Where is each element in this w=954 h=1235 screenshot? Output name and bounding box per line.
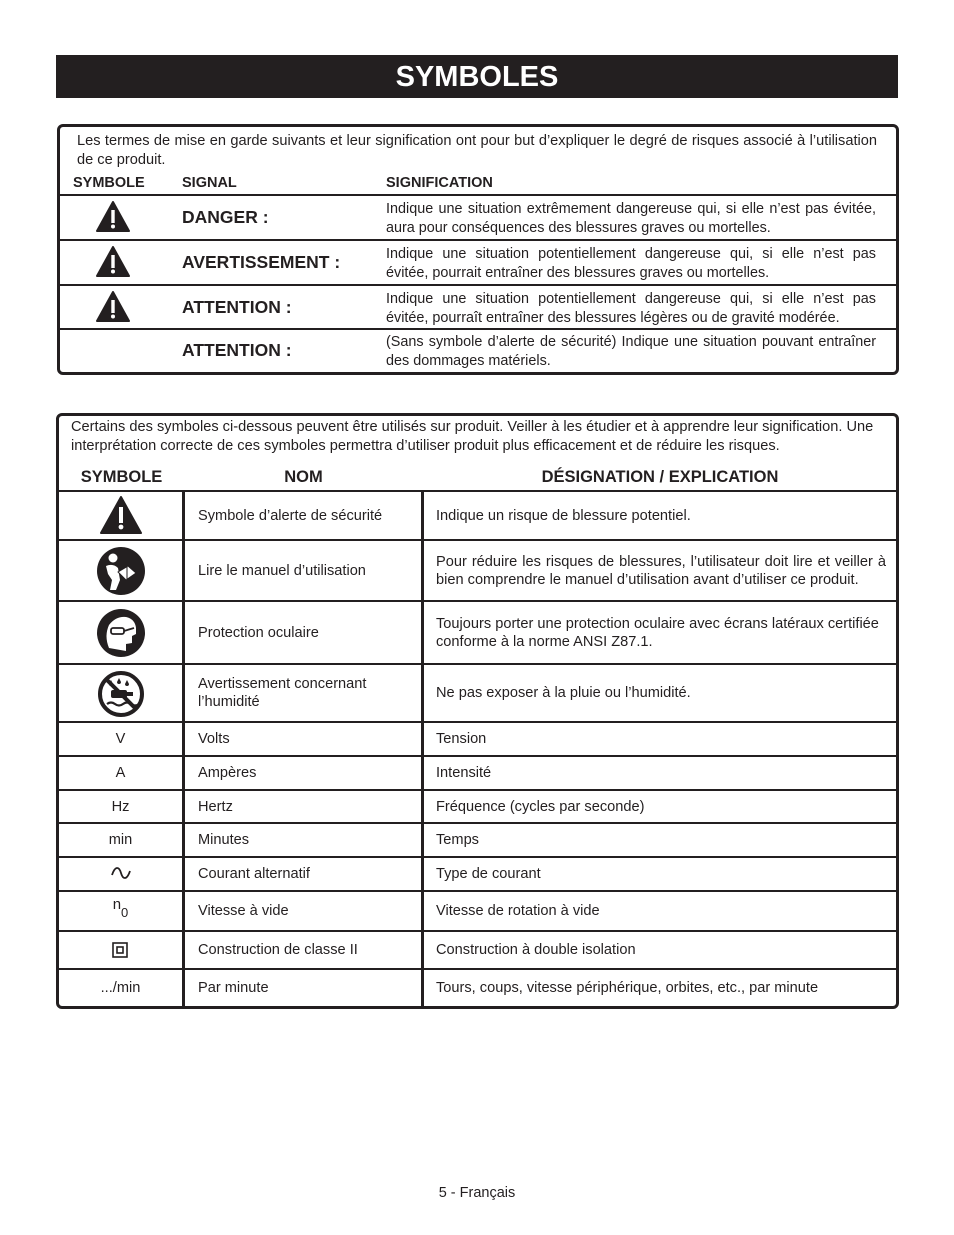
symbol-name: Courant alternatif	[198, 866, 310, 882]
alternating-current-icon	[110, 866, 132, 880]
signal-caution: ATTENTION :	[182, 297, 292, 317]
symbol-explanation: Temps	[436, 832, 479, 848]
divider	[60, 194, 896, 196]
symbol-explanation: Construction à double isolation	[436, 942, 636, 958]
symbol-explanation: Tension	[436, 731, 487, 747]
signal-header-signal: SIGNAL	[182, 175, 237, 191]
symbol-explanation: Pour réduire les risques de blessures, l’utilisateur doit lire et veiller à bien comprendre le manuel d’utilisation avant d’utiliser ce produit.	[436, 553, 886, 588]
symbol-name: Minutes	[198, 832, 250, 848]
symbol-explanation: Intensité	[436, 765, 492, 781]
divider	[60, 239, 896, 241]
signal-header-symbol: SYMBOLE	[73, 175, 145, 191]
symbol-name: Hertz	[198, 798, 233, 815]
signal-notice: ATTENTION :	[182, 340, 292, 360]
symbols-header-name: NOM	[284, 468, 323, 486]
divider	[421, 490, 424, 1006]
divider	[182, 490, 185, 1006]
signal-warning: AVERTISSEMENT :	[182, 252, 341, 272]
eye-protection-icon	[96, 608, 146, 658]
symbol-name: Par minute	[198, 980, 269, 996]
symbol-name: Symbole d’alerte de sécurité	[198, 507, 383, 524]
signal-meaning: Indique une situation potentiellement dangereuse qui, si elle n’est pas évitée, pourraît entraîner des blessures légères ou de gravité modérée.	[386, 291, 876, 326]
symbol-explanation: Indique un risque de blessure potentiel.	[436, 507, 691, 524]
page-footer: 5 - Français	[438, 1185, 516, 1201]
no-load-speed-symbol	[59, 892, 182, 922]
symbol-explanation: Toujours porter une protection oculaire avec écrans latéraux certifiée conforme à la norme ANSI Z87.1.	[436, 615, 879, 650]
warning-triangle-icon	[95, 245, 131, 278]
symbol-name: Protection oculaire	[198, 624, 319, 641]
symbol-subscript: 0	[121, 905, 129, 920]
signal-meaning: (Sans symbole d’alerte de sécurité) Indique une situation pouvant entraîner des dommages matériels.	[386, 334, 876, 369]
warning-triangle-icon	[95, 200, 131, 233]
signal-meaning: Indique une situation potentiellement dangereuse qui, si elle n’est pas évitée, pourrait entraîner des blessures graves ou mortelles.	[386, 246, 876, 281]
warning-triangle-icon	[95, 290, 131, 323]
symbol-explanation: Ne pas exposer à la pluie ou l’humidité.	[436, 685, 691, 701]
divider	[60, 328, 896, 330]
symbol-explanation: Vitesse de rotation à vide	[436, 903, 600, 919]
safety-alert-icon	[99, 495, 143, 535]
symbol-text: .../min	[100, 980, 141, 996]
signal-intro: Les termes de mise en garde suivants et leur signification ont pour but d’expliquer le degré de risques associé à l’utilisation de ce produit.	[77, 133, 877, 168]
signal-meaning: Indique une situation extrêmement dangereuse qui, si elle n’est pas évitée, aura pour conséquences des blessures graves ou mortelles.	[386, 201, 876, 236]
read-manual-icon	[96, 546, 146, 596]
symbol-text: n	[112, 896, 122, 913]
symbols-header-symbol: SYMBOLE	[80, 468, 163, 486]
signal-danger: DANGER :	[182, 207, 269, 227]
symbol-explanation: Tours, coups, vitesse périphérique, orbites, etc., par minute	[436, 980, 819, 996]
symbols-header-explanation: DÉSIGNATION / EXPLICATION	[541, 468, 779, 486]
symbol-name: Avertissement concernant l’humidité	[198, 676, 367, 710]
symbol-text: Hz	[111, 798, 130, 815]
symbol-name: Volts	[198, 731, 230, 747]
symbols-intro: Certains des symboles ci-dessous peuvent être utilisés sur produit. Veiller à les étudier et à apprendre leur signification. Une interprétation correcte de ces symboles permettra d’utiliser produit plus efficacement et de réduire les risques.	[71, 419, 874, 454]
symbol-text: V	[115, 731, 126, 747]
wet-conditions-icon	[97, 670, 145, 718]
symbol-explanation: Type de courant	[436, 866, 541, 882]
symbol-name: Vitesse à vide	[198, 903, 289, 919]
symbol-name: Lire le manuel d’utilisation	[198, 562, 366, 579]
symbol-text: min	[108, 832, 133, 848]
page-title: SYMBOLES	[56, 55, 898, 98]
symbol-name: Construction de classe II	[198, 942, 358, 958]
symbol-name: Ampères	[198, 765, 257, 781]
class-ii-construction-icon	[112, 942, 128, 958]
symbol-text: A	[115, 765, 126, 781]
signal-header-meaning: SIGNIFICATION	[386, 175, 493, 191]
divider	[60, 284, 896, 286]
symbol-explanation: Fréquence (cycles par seconde)	[436, 798, 645, 815]
